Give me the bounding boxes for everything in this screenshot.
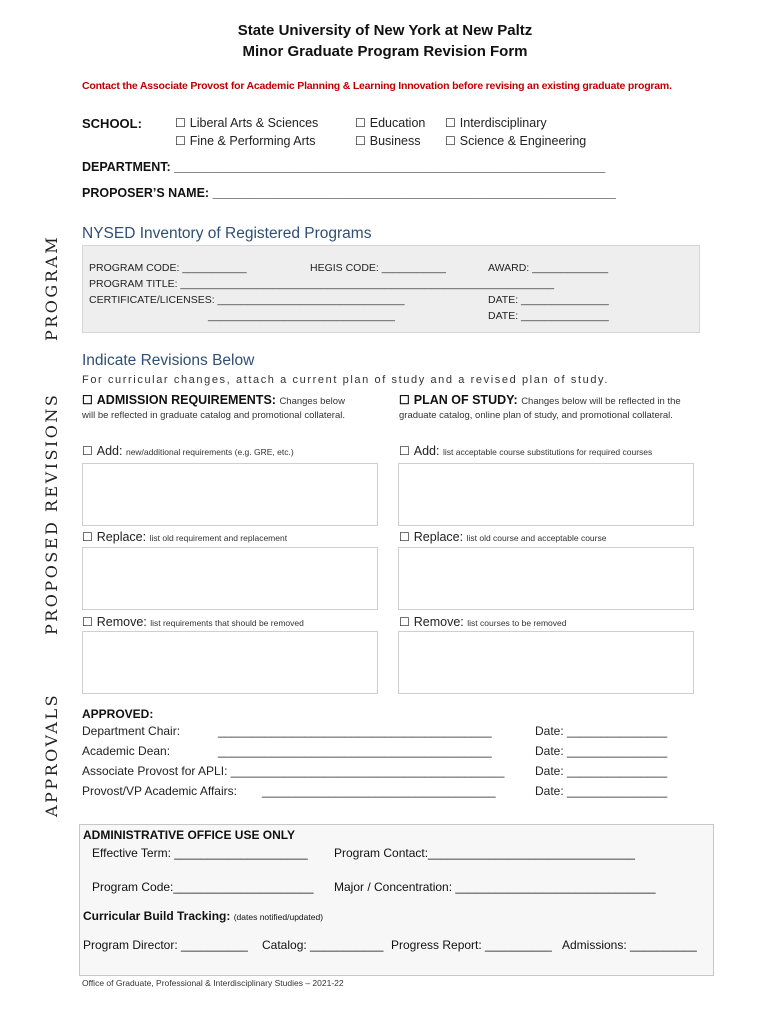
plan-remove-option[interactable]: ☐ Remove: list courses to be removed <box>399 615 567 629</box>
checkbox-icon: ☐ <box>82 615 93 629</box>
checkbox-icon: ☐ <box>82 393 93 407</box>
approval-label-chair: Department Chair: <box>82 724 181 738</box>
checkbox-icon: ☐ <box>175 134 186 148</box>
major-concentration-field[interactable]: Major / Concentration: ______________________________ <box>334 880 656 894</box>
admissions-field[interactable]: Admissions: __________ <box>562 938 697 952</box>
admission-remove-textbox[interactable] <box>82 631 378 694</box>
checkbox-icon: ☐ <box>175 116 186 130</box>
admission-remove-option[interactable]: ☐ Remove: list requirements that should be removed <box>82 615 304 629</box>
effective-term-field[interactable]: Effective Term: ____________________ <box>92 846 308 860</box>
proposer-name-field[interactable]: PROPOSER’S NAME: __________________________________________________________ <box>82 186 616 200</box>
school-option-science[interactable]: ☐ Science & Engineering <box>445 134 587 148</box>
revisions-instructions: For curricular changes, attach a current plan of study and a revised plan of study. <box>82 374 609 386</box>
school-option-interdisciplinary[interactable]: ☐ Interdisciplinary <box>445 116 547 130</box>
plan-replace-option[interactable]: ☐ Replace: list old course and acceptable course <box>399 530 607 544</box>
plan-of-study-heading[interactable]: ☐ PLAN OF STUDY: Changes below will be reflected in the <box>399 393 681 407</box>
admission-add-textbox[interactable] <box>82 463 378 526</box>
admission-replace-option[interactable]: ☐ Replace: list old requirement and replacement <box>82 530 288 544</box>
checkbox-icon: ☐ <box>399 530 410 544</box>
checkbox-icon: ☐ <box>82 444 93 458</box>
form-title-line1: State University of New York at New Paltz <box>237 22 533 39</box>
plan-add-textbox[interactable] <box>398 463 694 526</box>
notice-text: Contact the Associate Provost for Academic Planning & Learning Innovation before revising an existing graduate program. <box>82 80 672 92</box>
school-option-education[interactable]: ☐ Education <box>355 116 426 130</box>
progress-report-field[interactable]: Progress Report: __________ <box>391 938 552 952</box>
checkbox-icon: ☐ <box>445 134 456 148</box>
school-option-fpa[interactable]: ☐ Fine & Performing Arts <box>175 134 316 148</box>
approval-date-dean[interactable]: Date: _______________ <box>535 744 668 758</box>
inventory-heading: NYSED Inventory of Registered Programs <box>82 225 372 242</box>
plan-add-option[interactable]: ☐ Add: list acceptable course substitutions for required courses <box>399 444 653 458</box>
checkbox-icon: ☐ <box>399 615 410 629</box>
hegis-code-field[interactable]: HEGIS CODE: ___________ <box>310 262 446 274</box>
form-title-line2: Minor Graduate Program Revision Form <box>242 43 528 60</box>
certificate-field-line2[interactable]: ________________________________ <box>208 310 395 322</box>
approval-label-provost-vp: Provost/VP Academic Affairs: <box>82 784 237 798</box>
award-field[interactable]: AWARD: _____________ <box>488 262 609 274</box>
approval-label-dean: Academic Dean: <box>82 744 171 758</box>
side-label-program: PROGRAM <box>42 234 61 341</box>
side-label-approvals: APPROVALS <box>42 692 61 817</box>
revisions-heading: Indicate Revisions Below <box>82 352 255 369</box>
school-option-las[interactable]: ☐ Liberal Arts & Sciences <box>175 116 319 130</box>
checkbox-icon: ☐ <box>355 134 366 148</box>
admission-requirements-heading[interactable]: ☐ ADMISSION REQUIREMENTS: Changes below <box>82 393 345 407</box>
program-director-field[interactable]: Program Director: __________ <box>83 938 248 952</box>
curricular-build-tracking: Curricular Build Tracking: (dates notified/updated) <box>83 909 324 923</box>
department-field[interactable]: DEPARTMENT: ______________________________________________________________ <box>82 160 606 174</box>
checkbox-icon: ☐ <box>399 444 410 458</box>
checkbox-icon: ☐ <box>399 393 410 407</box>
admin-office-title: ADMINISTRATIVE OFFICE USE ONLY <box>83 828 296 842</box>
school-label: SCHOOL: <box>82 116 142 131</box>
catalog-field[interactable]: Catalog: ___________ <box>262 938 384 952</box>
checkbox-icon: ☐ <box>445 116 456 130</box>
admin-program-code-field[interactable]: Program Code:_____________________ <box>92 880 314 894</box>
footer-text: Office of Graduate, Professional & Interdisciplinary Studies – 2021-22 <box>82 978 344 988</box>
admission-replace-textbox[interactable] <box>82 547 378 610</box>
plan-remove-textbox[interactable] <box>398 631 694 694</box>
approval-date-provost-apli[interactable]: Date: _______________ <box>535 764 668 778</box>
approval-signature-provost-vp[interactable]: ___________________________________ <box>262 784 496 798</box>
plan-of-study-description: graduate catalog, online plan of study, and promotional collateral. <box>399 410 673 421</box>
program-contact-field[interactable]: Program Contact:_______________________________ <box>334 846 635 860</box>
plan-replace-textbox[interactable] <box>398 547 694 610</box>
admission-description: will be reflected in graduate catalog and promotional collateral. <box>82 410 345 421</box>
program-title-field[interactable]: PROGRAM TITLE: ________________________________________________________________ <box>89 278 555 290</box>
approval-signature-chair[interactable]: _________________________________________ <box>218 724 492 738</box>
school-option-business[interactable]: ☐ Business <box>355 134 421 148</box>
approval-date-chair[interactable]: Date: _______________ <box>535 724 668 738</box>
side-label-revisions: PROPOSED REVISIONS <box>42 392 61 635</box>
date-field-1[interactable]: DATE: _______________ <box>488 294 609 306</box>
approval-signature-dean[interactable]: _________________________________________ <box>218 744 492 758</box>
admission-add-option[interactable]: ☐ Add: new/additional requirements (e.g. GRE, etc.) <box>82 444 294 458</box>
approval-signature-provost-apli[interactable]: Associate Provost for APLI: _________________________________________ <box>82 764 505 778</box>
program-code-field[interactable]: PROGRAM CODE: ___________ <box>89 262 247 274</box>
checkbox-icon: ☐ <box>82 530 93 544</box>
inventory-box <box>82 245 700 333</box>
checkbox-icon: ☐ <box>355 116 366 130</box>
date-field-2[interactable]: DATE: _______________ <box>488 310 609 322</box>
admin-office-box <box>79 824 714 976</box>
approved-heading: APPROVED: <box>82 707 154 721</box>
approval-date-provost-vp[interactable]: Date: _______________ <box>535 784 668 798</box>
certificate-field[interactable]: CERTIFICATE/LICENSES: ________________________________ <box>89 294 405 306</box>
